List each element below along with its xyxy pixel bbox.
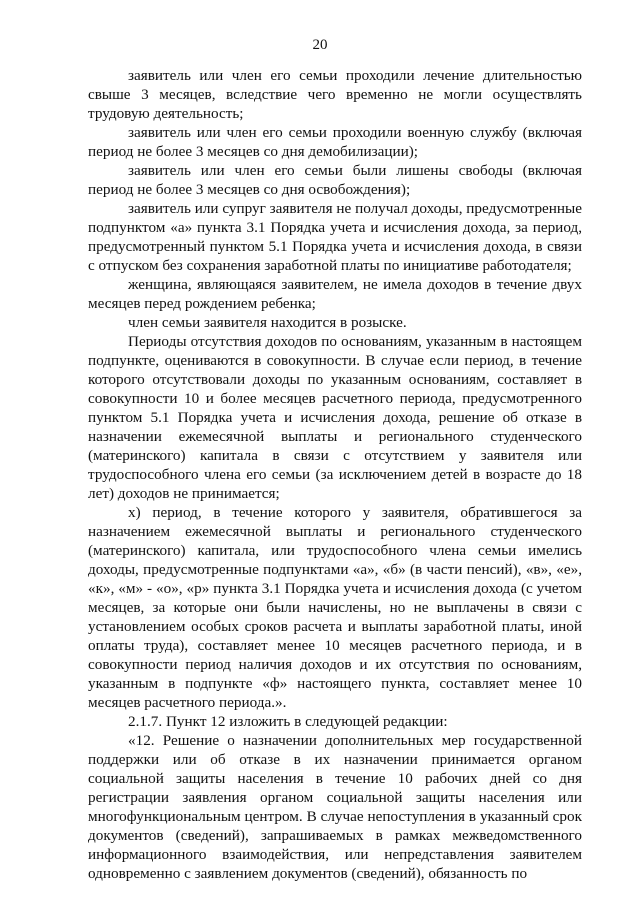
paragraph: «12. Решение о назначении дополнительных мер государственной поддержки или об отказе в их назначении принимается органом социальной защиты населения в течение 10 рабочих дней со дня регистрации заявления органом социальной защиты населения или многофункциональным центром. В случае непоступления в указанный срок документов (сведений), запрашиваемых в рамках межведомственного информационного взаимодействия, или непредставления заявителем одновременно с заявлением документов (сведений), обязанность по [88, 732, 582, 882]
paragraph: заявитель или член его семьи проходили лечение длительностью свыше 3 месяцев, вследствие чего временно не могли осуществлять трудовую деятельность; [88, 67, 582, 122]
paragraph: заявитель или член его семьи проходили военную службу (включая период не более 3 месяцев со дня демобилизации); [88, 124, 582, 160]
paragraph: Периоды отсутствия доходов по основаниям, указанным в настоящем подпункте, оцениваются в совокупности. В случае если период, в течение которого отсутствовали доходы по указанным основаниям, составляет в совокупности 10 и более месяцев расчетного периода, предусмотренного пунктом 5.1 Порядка учета и исчисления дохода, решение об отказе в назначении ежемесячной выплаты и регионального студенческого (материнского) капитала в связи с отсутствием у заявителя или трудоспособного члена его семьи (за исключением детей в возрасте до 18 лет) доходов не принимается; [88, 333, 582, 502]
paragraph: заявитель или член его семьи были лишены свободы (включая период не более 3 месяцев со дня освобождения); [88, 162, 582, 198]
paragraph: 2.1.7. Пункт 12 изложить в следующей редакции: [128, 713, 448, 730]
paragraph: женщина, являющаяся заявителем, не имела доходов в течение двух месяцев перед рождением ребенка; [88, 276, 582, 312]
document-body [88, 66, 582, 883]
paragraph: заявитель или супруг заявителя не получал доходы, предусмотренные подпунктом «а» пункта 3.1 Порядка учета и исчисления дохода, за период, предусмотренный пунктом 5.1 Порядка учета и исчисления дохода, в связи с отпуском без сохранения заработной платы по инициативе работодателя; [88, 200, 582, 274]
paragraph: х) период, в течение которого у заявителя, обратившегося за назначением ежемесячной выплаты и регионального студенческого (материнского) капитала, или трудоспособного члена семьи имелись доходы, предусмотренные подпунктами «а», «б» (в части пенсий), «в», «е», «к», «м» - «о», «р» пункта 3.1 Порядка учета и исчисления дохода (с учетом месяцев, за которые они были начислены, но не выплачены в связи с установлением особых сроков расчета и выплаты заработной платы, иной оплаты труда), составляет менее 10 месяцев расчетного периода, и в совокупности период наличия доходов и их отсутствия по основаниям, указанным в подпункте «ф» настоящего пункта, составляет менее 10 месяцев расчетного периода.». [88, 504, 582, 711]
page-number: 20 [312, 37, 328, 53]
paragraph: член семьи заявителя находится в розыске. [128, 314, 407, 331]
